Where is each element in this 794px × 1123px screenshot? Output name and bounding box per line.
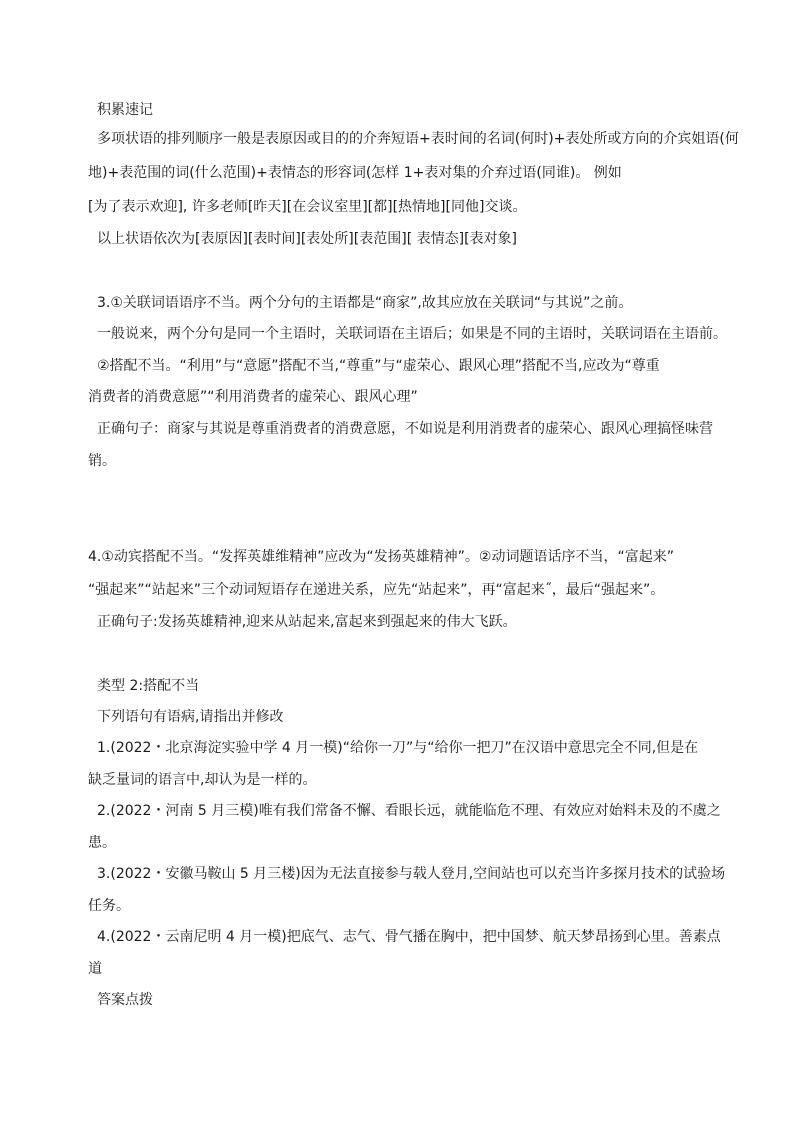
example-sentence: [为了表示欢迎], 许多老师[昨天][在会议室里][都][热情地][同他]交谈。 bbox=[88, 199, 527, 215]
question2-line1: 2.(2022・河南 5 月三模)唯有我们常备不懈、看眼长远，就能临危不理、有效应对始料未及的不虞之 bbox=[97, 803, 721, 819]
para-adverbial-order-line2: 地)+表范围的词(什么范围)+表情态的形容词(怎样 1+表对集的介弃过语(同谁)。 例如 bbox=[88, 165, 622, 181]
answer4-line3: 正确句子:发扬英雄精神,迎来从站起来,富起来到强起来的伟大飞跃。 bbox=[97, 614, 517, 630]
question4-line1: 4.(2022・云南尼明 4 月一模)把底气、志气、骨气播在胸中，把中国梦、航天梦昂扬到心里。善素点 bbox=[97, 929, 721, 945]
type2-heading: 类型 2:搭配不当 bbox=[97, 678, 200, 694]
answer3-line4: 消费者的消费意愿”“利用消费者的虚荣心、跟风心理” bbox=[88, 389, 418, 405]
heading-accumulation: 积累速记 bbox=[97, 102, 153, 118]
instruction-line: 下列语句有语病,请指出并修改 bbox=[97, 709, 284, 725]
answer3-line1: 3.①关联词语语序不当。两个分句的主语都是“商家”,故其应放在关联词“与其说”之前。 bbox=[97, 295, 633, 311]
answer3-line2: 一般说来，两个分句是同一个主语时，关联词语在主语后；如果是不同的主语时，关联词语在主语前。 bbox=[97, 326, 727, 342]
question2-line2: 患。 bbox=[88, 835, 116, 851]
para-adverbial-order-line1: 多项状语的排列顺序一般是表原因或目的的介奔短语+表时间的名词(何时)+表处所或方向的介宾姐语(何 bbox=[97, 131, 739, 147]
summary-sentence: 以上状语依次为[表原因][表时间][表处所][表范围][ 表情态][表对象] bbox=[97, 231, 517, 247]
question3-line1: 3.(2022・安徽马鞍山 5 月三楼)因为无法直接参与载人登月,空间站也可以充当许多探月技术的试验场 bbox=[97, 866, 726, 882]
answer4-line2: “强起来”“站起来”三个动词短语存在递进关系，应先“站起来”，再“富起来˝，最后“强起来”。 bbox=[88, 582, 665, 598]
answer3-line6: 销。 bbox=[88, 453, 116, 469]
question1-line2: 缺乏量词的语言中,却认为是一样的。 bbox=[88, 772, 317, 788]
question1-line1: 1.(2022・北京海淀实验中学 4 月一模)“给你一刀”与“给你一把刀”在汉语中意思完全不同,但是在 bbox=[97, 740, 699, 756]
answer-hints-heading: 答案点拨 bbox=[97, 992, 153, 1008]
question4-line2: 道 bbox=[88, 961, 102, 977]
answer4-line1: 4.①动宾搭配不当。“发挥英雄维精神”应改为“发扬英雄精神”。②动词题语话序不当，“富起来” bbox=[88, 549, 674, 565]
question3-line2: 任务。 bbox=[88, 898, 130, 914]
answer3-line5: 正确句子：商家与其说是尊重消费者的消费意愿，不如说是利用消费者的虚荣心、跟风心理搞怪味营 bbox=[97, 421, 713, 437]
answer3-line3: ②搭配不当。“利用”与“意愿”搭配不当,“尊重”与“虚荣心、跟风心理”搭配不当,应改为“尊重 bbox=[97, 358, 660, 374]
